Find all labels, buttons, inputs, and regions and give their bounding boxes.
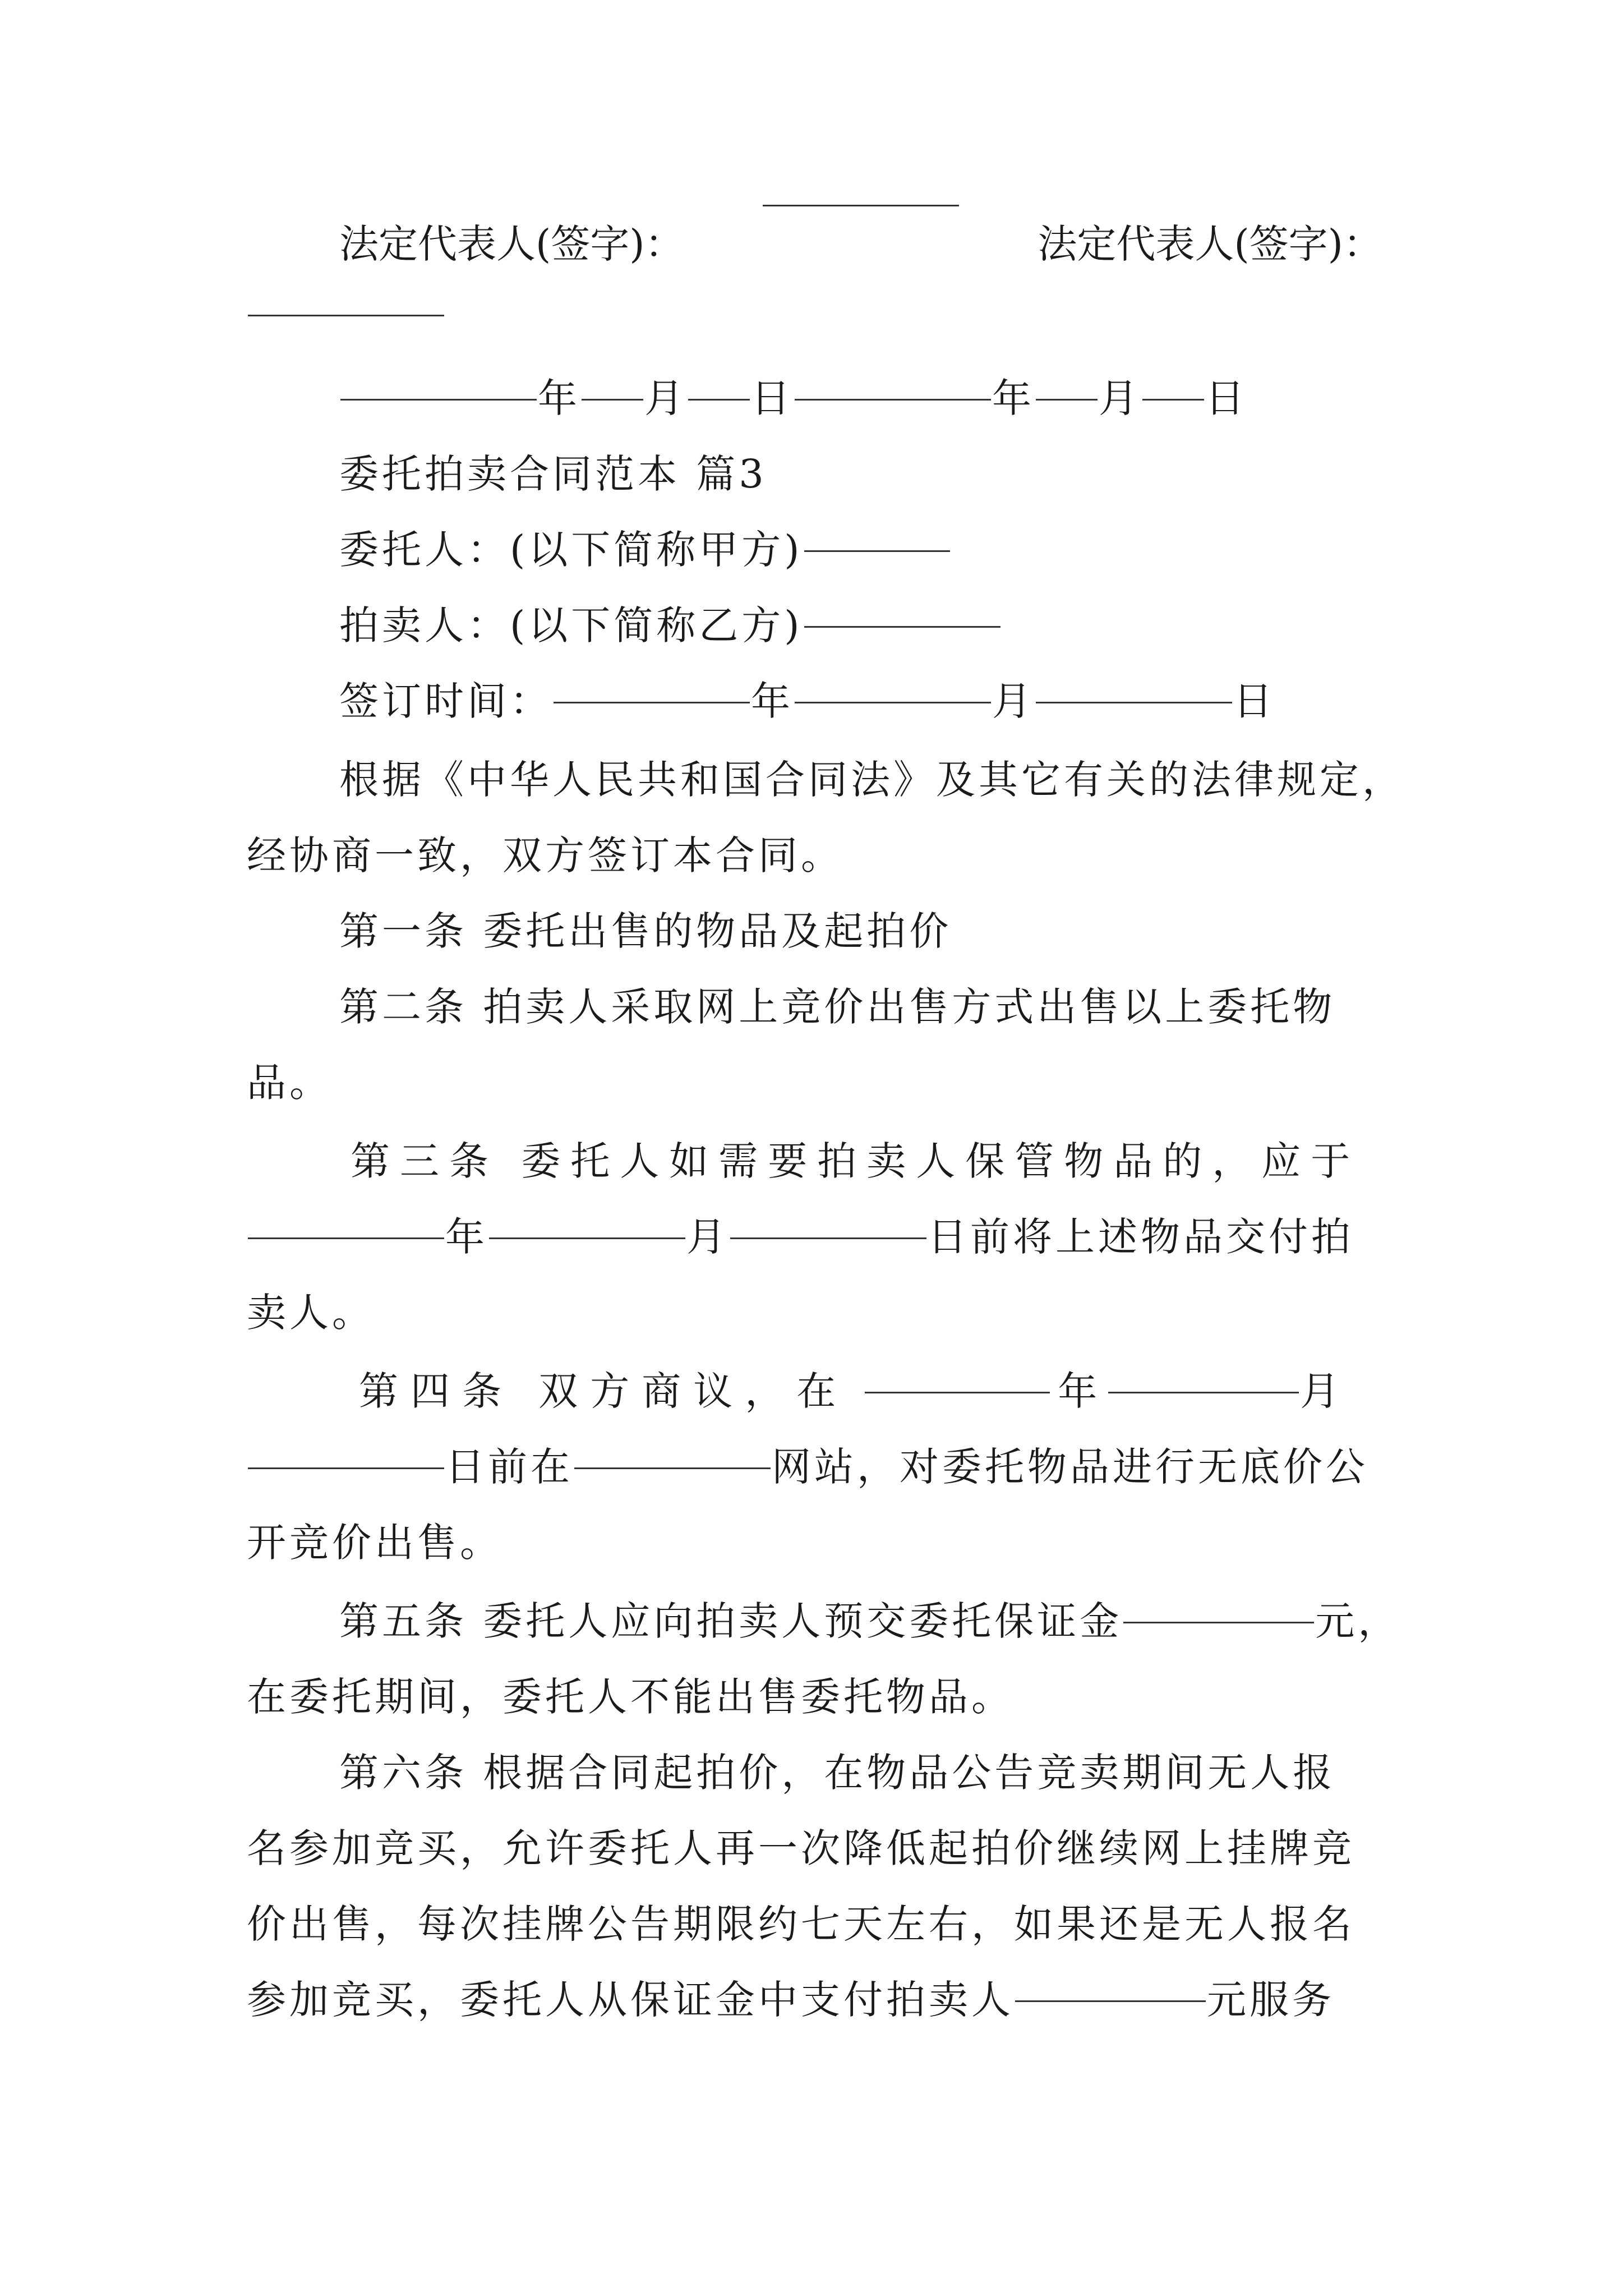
article-5-line-2: 在委托期间，委托人不能出售委托物品。: [247, 1674, 1014, 1720]
art6-fee-blank: [1015, 2000, 1206, 2002]
art4-month: 月: [1300, 1368, 1343, 1414]
article-2-line-2: 品。: [247, 1060, 332, 1106]
art3-year: 年: [445, 1214, 488, 1260]
signature-line: [339, 216, 1382, 272]
intro-line-2: 经协商一致，双方签订本合同。: [247, 832, 843, 878]
art3-month: 月: [686, 1214, 729, 1260]
art4-year: 年: [1058, 1368, 1101, 1414]
date-a-day-blank: [688, 399, 750, 401]
article-2-line-1: 第二条 拍卖人采取网上竞价出售方式出售以上委托物: [339, 984, 1336, 1030]
section-heading: 委托拍卖合同范本 篇3: [339, 451, 767, 497]
signature-date-line: [339, 370, 1472, 426]
article-4-line-2: [247, 1439, 1380, 1495]
sign-year: 年: [751, 678, 794, 724]
legal-rep-b-blank: [248, 315, 444, 316]
article-5-line-1: [339, 1593, 1472, 1649]
art3-month-blank: [489, 1237, 685, 1239]
article-1: 第一条 委托出售的物品及起拍价: [339, 908, 952, 954]
legal-rep-a-blank: [763, 205, 959, 206]
date-b-month: 月: [1099, 375, 1141, 421]
date-b-day: 日: [1205, 375, 1248, 421]
article-3-line-2: [247, 1209, 1380, 1265]
article-4-line-1: [359, 1363, 1380, 1419]
party-a-line: [339, 522, 1472, 578]
date-a-year-blank: [340, 399, 537, 401]
party-b-label: 拍卖人：(以下简称乙方): [339, 602, 803, 648]
article-4-line-3: 开竞价出售。: [247, 1520, 502, 1566]
sign-day: 日: [1233, 678, 1276, 724]
date-a-day: 日: [751, 375, 794, 421]
sign-day-blank: [1036, 702, 1232, 703]
sign-time-label: 签订时间：: [339, 678, 552, 724]
article-3-line-3: 卖人。: [247, 1290, 375, 1336]
party-b-line: [339, 597, 1472, 654]
art5-text: 第五条 委托人应向拍卖人预交委托保证金: [339, 1598, 1123, 1644]
intro-line-1: 根据《中华人民共和国合同法》及其它有关的法律规定，: [339, 757, 1405, 803]
art4-mid2: 网站，对委托物品进行无底价公: [772, 1444, 1368, 1490]
sign-month-blank: [795, 702, 991, 703]
date-b-day-blank: [1142, 399, 1204, 401]
party-b-blank: [804, 626, 1000, 628]
art6-tail: 元服务: [1207, 1977, 1335, 2023]
party-a-blank: [804, 550, 950, 552]
art4-mid1: 日前在: [445, 1444, 573, 1490]
art4-month-blank: [1108, 1392, 1299, 1393]
legal-rep-b-blank-line: [247, 286, 1380, 342]
date-b-month-blank: [1036, 399, 1098, 401]
sign-year-blank: [554, 702, 750, 703]
article-6-line-3: 价出售，每次挂牌公告期限约七天左右，如果还是无人报名: [247, 1901, 1355, 1947]
art3-tail: 日前将上述物品交付拍: [928, 1214, 1354, 1260]
date-a-month: 月: [644, 375, 687, 421]
legal-rep-b-label: 法定代表人(签字)：: [1038, 221, 1382, 267]
art3-year-blank: [248, 1237, 444, 1239]
art6-text: 参加竞买，委托人从保证金中支付拍卖人: [247, 1977, 1014, 2023]
article-3-line-1: 第三条 委托人如需要拍卖人保管物品的，应于: [351, 1138, 1361, 1184]
date-b-year: 年: [992, 375, 1035, 421]
date-a-month-blank: [582, 399, 643, 401]
art4-year-blank: [865, 1392, 1050, 1393]
legal-rep-a-label: 法定代表人(签字)：: [339, 221, 684, 267]
sign-time-line: [339, 673, 1472, 729]
art5-deposit-blank: [1123, 1622, 1314, 1623]
art3-day-blank: [730, 1237, 926, 1239]
date-a-year: 年: [538, 375, 580, 421]
art4-label: 第四条 双方商议，在: [359, 1368, 849, 1414]
article-6-line-2: 名参加竞买，允许委托人再一次降低起拍价继续网上挂牌竞: [247, 1825, 1355, 1871]
art5-tail: 元，: [1315, 1598, 1401, 1644]
date-b-year-blank: [795, 399, 991, 401]
sign-month: 月: [992, 678, 1035, 724]
article-6-line-4: [247, 1972, 1380, 2028]
art4-day-blank: [248, 1467, 444, 1469]
party-a-label: 委托人：(以下简称甲方): [339, 527, 803, 573]
art4-site-blank: [574, 1467, 771, 1469]
article-6-line-1: 第六条 根据合同起拍价，在物品公告竞卖期间无人报: [339, 1750, 1336, 1796]
